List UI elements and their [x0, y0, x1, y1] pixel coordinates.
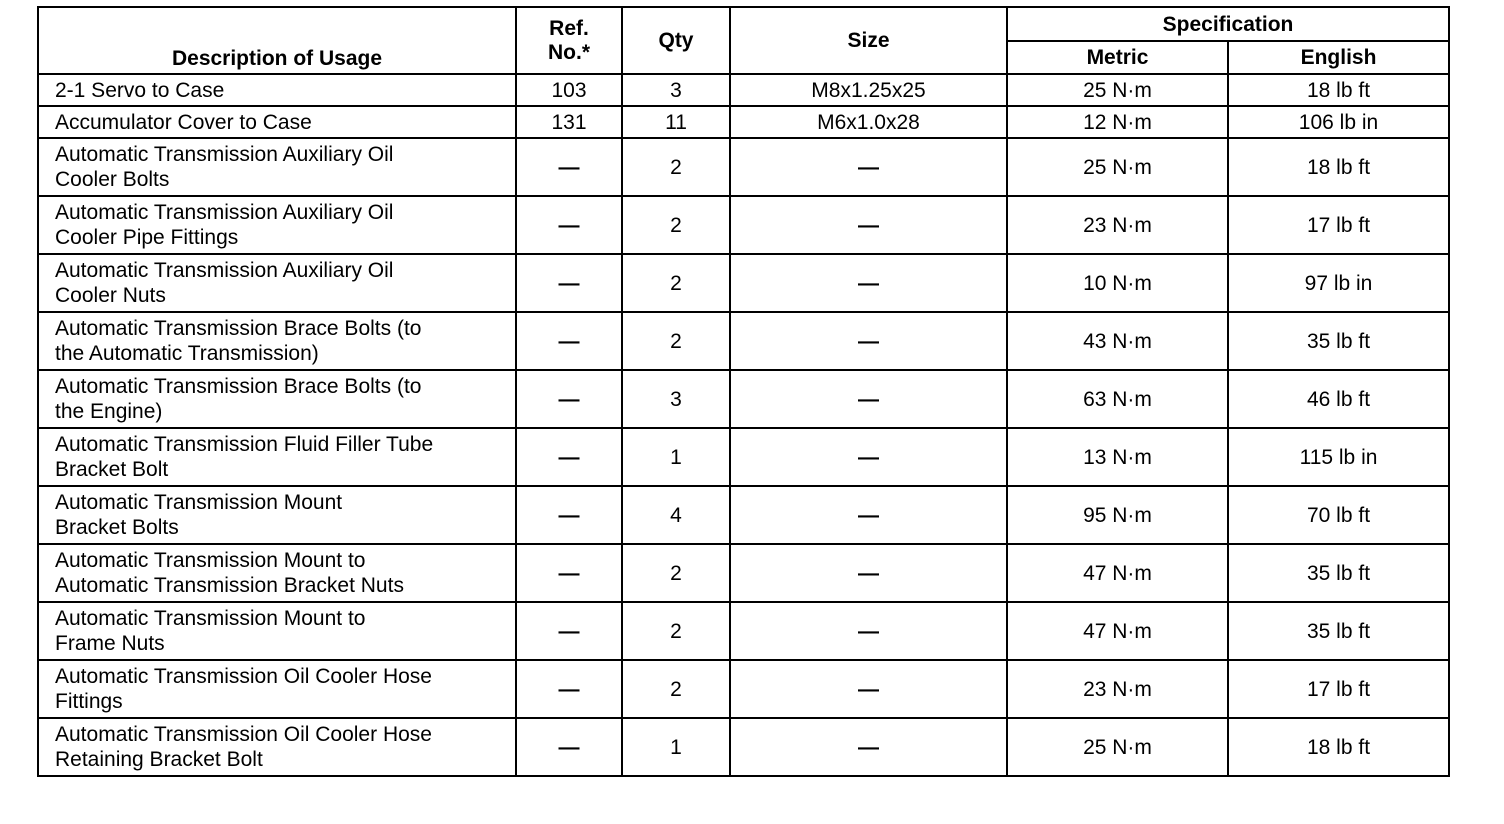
description-line1: Automatic Transmission Mount to [55, 549, 366, 572]
description-line2: Fittings [55, 690, 123, 713]
description-line1: Automatic Transmission Oil Cooler Hose [55, 723, 432, 746]
col-header-english: English [1228, 41, 1449, 74]
table-row [38, 312, 1449, 370]
size-cell: — [730, 660, 1007, 718]
description-line1: Automatic Transmission Brace Bolts (to [55, 375, 422, 398]
english-cell: 115 lb in [1228, 428, 1449, 486]
size-cell: — [730, 602, 1007, 660]
qty-cell: 1 [622, 428, 730, 486]
qty-cell: 3 [622, 370, 730, 428]
qty-cell: 2 [622, 544, 730, 602]
metric-cell: 25 N·m [1007, 718, 1228, 776]
col-header-ref-no [516, 7, 622, 74]
table-body [38, 74, 1449, 776]
description-line1: Automatic Transmission Auxiliary Oil [55, 259, 394, 282]
size-cell: — [730, 544, 1007, 602]
col-header-metric: Metric [1007, 41, 1228, 74]
description-cell [38, 718, 516, 776]
qty-cell: 2 [622, 602, 730, 660]
ref-no-cell: — [516, 544, 622, 602]
size-cell: — [730, 718, 1007, 776]
english-cell: 97 lb in [1228, 254, 1449, 312]
english-cell: 35 lb ft [1228, 602, 1449, 660]
table-row [38, 196, 1449, 254]
english-cell: 18 lb ft [1228, 718, 1449, 776]
description-line1: Automatic Transmission Fluid Filler Tube [55, 433, 434, 456]
ref-no-cell: 103 [516, 74, 622, 106]
ref-header-line2: No.* [548, 40, 590, 64]
size-cell: M8x1.25x25 [730, 74, 1007, 106]
metric-cell: 43 N·m [1007, 312, 1228, 370]
description-cell [38, 196, 516, 254]
table-row [38, 660, 1449, 718]
metric-cell: 10 N·m [1007, 254, 1228, 312]
description-line1: Automatic Transmission Oil Cooler Hose [55, 665, 432, 688]
col-header-qty: Qty [622, 7, 730, 74]
metric-cell: 95 N·m [1007, 486, 1228, 544]
table-row [38, 544, 1449, 602]
table-row [38, 74, 1449, 106]
header-row-top [38, 7, 1449, 41]
description-cell [38, 312, 516, 370]
description-line1: 2-1 Servo to Case [55, 78, 225, 102]
table-row [38, 254, 1449, 312]
col-header-size: Size [730, 7, 1007, 74]
description-cell [38, 602, 516, 660]
english-cell: 35 lb ft [1228, 544, 1449, 602]
metric-cell: 12 N·m [1007, 106, 1228, 138]
qty-cell: 2 [622, 254, 730, 312]
metric-cell: 23 N·m [1007, 196, 1228, 254]
description-cell [38, 254, 516, 312]
table-row [38, 428, 1449, 486]
english-cell: 18 lb ft [1228, 138, 1449, 196]
english-cell: 17 lb ft [1228, 660, 1449, 718]
description-line1: Automatic Transmission Auxiliary Oil [55, 201, 394, 224]
size-cell: — [730, 196, 1007, 254]
ref-no-cell: 131 [516, 106, 622, 138]
description-line2: Bracket Bolts [55, 516, 179, 539]
qty-cell: 2 [622, 196, 730, 254]
size-cell: M6x1.0x28 [730, 106, 1007, 138]
metric-cell: 47 N·m [1007, 544, 1228, 602]
ref-no-cell: — [516, 196, 622, 254]
ref-no-cell: — [516, 718, 622, 776]
description-line2: Automatic Transmission Bracket Nuts [55, 574, 404, 597]
qty-cell: 2 [622, 312, 730, 370]
size-cell: — [730, 370, 1007, 428]
description-line2: the Engine) [55, 400, 163, 423]
size-cell: — [730, 312, 1007, 370]
table-row [38, 486, 1449, 544]
description-line2: Frame Nuts [55, 632, 165, 655]
english-cell: 70 lb ft [1228, 486, 1449, 544]
table-row [38, 370, 1449, 428]
ref-no-cell: — [516, 486, 622, 544]
size-cell: — [730, 138, 1007, 196]
ref-no-cell: — [516, 660, 622, 718]
description-cell [38, 370, 516, 428]
qty-cell: 11 [622, 106, 730, 138]
english-cell: 106 lb in [1228, 106, 1449, 138]
description-cell [38, 660, 516, 718]
ref-no-cell: — [516, 602, 622, 660]
description-cell [38, 138, 516, 196]
size-cell: — [730, 486, 1007, 544]
qty-cell: 2 [622, 138, 730, 196]
qty-cell: 4 [622, 486, 730, 544]
description-line1: Automatic Transmission Mount to [55, 607, 366, 630]
description-line1: Accumulator Cover to Case [55, 110, 312, 134]
description-cell [38, 74, 516, 106]
description-cell [38, 428, 516, 486]
qty-cell: 3 [622, 74, 730, 106]
description-cell [38, 544, 516, 602]
table-row [38, 718, 1449, 776]
size-cell: — [730, 428, 1007, 486]
ref-header-line1: Ref. [549, 16, 589, 40]
description-cell [38, 486, 516, 544]
col-header-specification: Specification [1007, 7, 1449, 41]
description-line2: Retaining Bracket Bolt [55, 748, 263, 771]
qty-cell: 1 [622, 718, 730, 776]
torque-spec-table [37, 6, 1450, 777]
description-line1: Automatic Transmission Brace Bolts (to [55, 317, 422, 340]
ref-no-cell: — [516, 428, 622, 486]
metric-cell: 25 N·m [1007, 138, 1228, 196]
ref-no-cell: — [516, 312, 622, 370]
qty-cell: 2 [622, 660, 730, 718]
ref-no-cell: — [516, 370, 622, 428]
metric-cell: 23 N·m [1007, 660, 1228, 718]
metric-cell: 25 N·m [1007, 74, 1228, 106]
metric-cell: 13 N·m [1007, 428, 1228, 486]
english-cell: 18 lb ft [1228, 74, 1449, 106]
description-line2: Cooler Bolts [55, 168, 170, 191]
description-line1: Automatic Transmission Mount [55, 491, 343, 514]
description-line2: Bracket Bolt [55, 458, 169, 481]
metric-cell: 63 N·m [1007, 370, 1228, 428]
table-row [38, 602, 1449, 660]
description-line2: the Automatic Transmission) [55, 342, 319, 365]
description-cell [38, 106, 516, 138]
ref-no-cell: — [516, 254, 622, 312]
col-header-description: Description of Usage [38, 7, 516, 74]
ref-no-cell: — [516, 138, 622, 196]
description-line2: Cooler Pipe Fittings [55, 226, 239, 249]
description-line1: Automatic Transmission Auxiliary Oil [55, 143, 394, 166]
size-cell: — [730, 254, 1007, 312]
english-cell: 17 lb ft [1228, 196, 1449, 254]
description-line2: Cooler Nuts [55, 284, 166, 307]
english-cell: 46 lb ft [1228, 370, 1449, 428]
table-row [38, 106, 1449, 138]
table-header [38, 7, 1449, 74]
metric-cell: 47 N·m [1007, 602, 1228, 660]
table-row [38, 138, 1449, 196]
english-cell: 35 lb ft [1228, 312, 1449, 370]
